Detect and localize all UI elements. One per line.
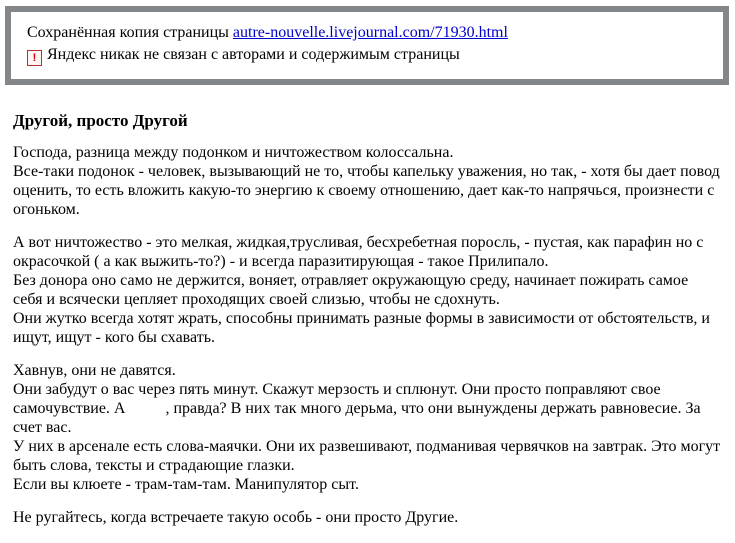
text-line: Если вы клюете - трам-там-там. Манипулятор сыт. [13,476,359,493]
text-line: Все-таки подонок - человек, вызывающий не то, чтобы капельку уважения, но так, - хотя бы дает повод [13,163,720,180]
disclaimer-text: Яндекс никак не связан с авторами и содержимым страницы [47,46,460,63]
post-paragraph [13,143,735,219]
text-line: огоньком. [13,201,80,218]
post-paragraph [13,361,735,494]
text-line: Они забудут о вас через пять минут. Скажут мерзость и сплюнут. Они просто поправляют свое [13,381,661,398]
text-line: Не ругайтесь, когда встречаете такую особь - они просто Другие. [13,509,459,526]
cached-copy-label: Сохранённая копия страницы [27,24,229,41]
text-line: А вот ничтожество - это мелкая, жидкая,трусливая, бесхребетная поросль, - пустая, как парафин но с [13,234,704,251]
text-line: себя и всячески цепляет проходящих своей слизью, чтобы не сдохнуть. [13,291,500,308]
post-body [13,143,735,527]
post-content [13,111,735,541]
yandex-cache-banner [5,6,729,85]
post-title: Другой, просто Другой [13,111,188,130]
text-line: оценить, то есть вложить какую-то энергию к своему отношению, дает как-то напрячься, произнести с [13,182,715,199]
warning-exclamation-icon: ! [27,50,42,66]
text-line: У них в арсенале есть слова-маячки. Они их развешивают, подманивая червячков на завтрак. Это могут [13,438,721,455]
post-paragraph [13,508,735,527]
text-line: самочувствие. А , правда? В них так много дерьма, что они вынуждены держать равновесие. За [13,400,701,417]
text-line: Господа, разница между подонком и ничтожеством колоссальна. [13,144,454,161]
text-line: ищут, ищут - кого бы схавать. [13,329,215,346]
text-line: счет вас. [13,419,72,436]
cached-page-link[interactable]: autre-nouvelle.livejournal.com/71930.html [232,24,508,41]
text-line: Они жутко всегда хотят жрать, способны принимать разные формы в зависимости от обстоятельств, и [13,310,710,327]
post-paragraph [13,233,735,347]
text-line: окрасочкой ( а как выжить-то?) - и всегда паразитирующая - такое Прилипало. [13,253,549,270]
disclaimer-line [27,44,707,66]
text-line: быть слова, тексты и страдающие глазки. [13,457,295,474]
cached-copy-line [27,22,707,44]
text-line: Без донора оно само не держится, воняет, отравляет окружающую среду, начинает пожирать самое [13,272,689,289]
text-line: Хавнув, они не давятся. [13,362,176,379]
